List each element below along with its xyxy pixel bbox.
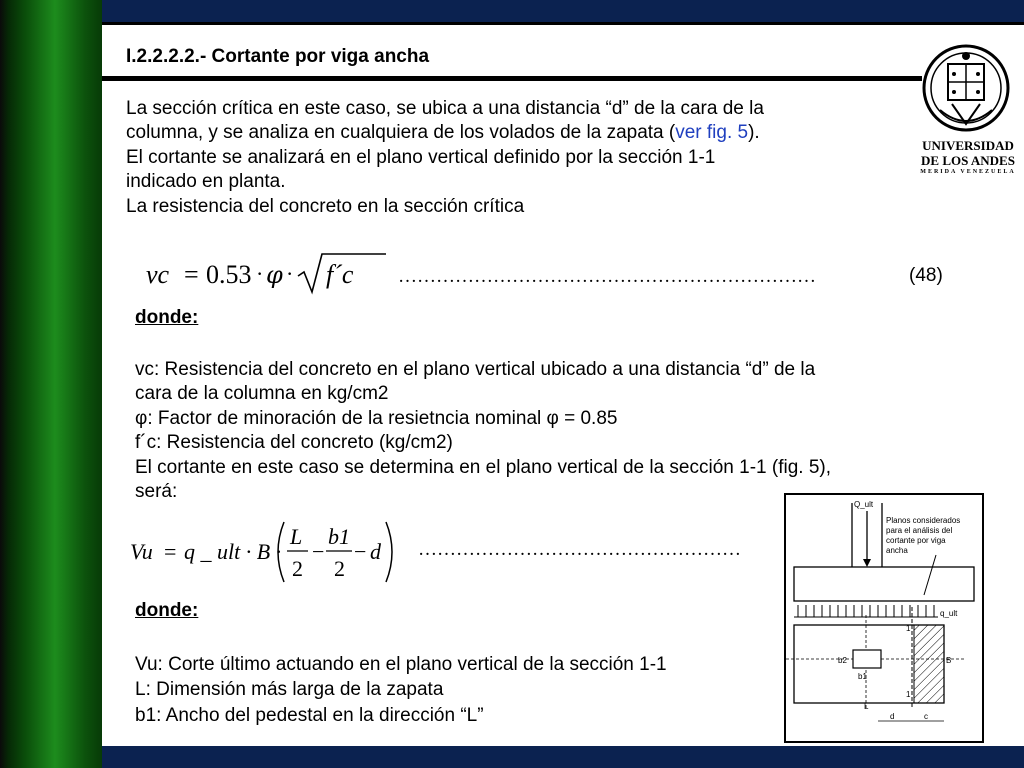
fig-note-3: cortante por viga: [886, 536, 946, 545]
fig-b2: b2: [838, 656, 847, 665]
eq48-coef: 0.53: [206, 260, 252, 289]
eq48-dots: …………………………………………………………: [398, 266, 816, 287]
fig-note-2: para el análisis del: [886, 526, 953, 535]
vu-dots: ……………………………………………: [418, 539, 741, 560]
def2-b1: b1: Ancho del pedestal en la dirección “L”: [135, 704, 484, 726]
fig-section-top: 1: [906, 624, 911, 633]
left-decorative-bar: [0, 0, 102, 768]
fig-pressure-label: q_ult: [940, 609, 958, 618]
vu-minus-2: −: [354, 539, 367, 564]
intro-line-3: El cortante se analizará en el plano vertical definido por la sección 1-1: [126, 146, 716, 168]
donde-label-2: donde:: [135, 600, 199, 621]
eq48-eq: =: [184, 260, 199, 289]
fig-L: L: [864, 702, 869, 711]
equation-vu: [130, 518, 410, 586]
logo-line-2: DE LOS ANDES: [921, 153, 1015, 168]
logo-line-3: MERIDA VENEZUELA: [920, 169, 1016, 175]
title-rule: [102, 76, 922, 81]
bottom-band: [102, 746, 1024, 768]
intro-line-2: [126, 121, 916, 145]
def1-vc: vc: Resistencia del concreto en el plano vertical ubicado a una distancia “d” de la: [135, 359, 816, 380]
fig-B: B: [946, 656, 952, 665]
intro-line-4: indicado en planta.: [126, 171, 286, 193]
footing-diagram: [786, 495, 982, 741]
def2-L: L: Dimensión más larga de la zapata: [135, 679, 444, 701]
figure-5: [784, 493, 984, 743]
fig-d: d: [890, 712, 895, 721]
vu-lhs: Vu: [130, 539, 153, 564]
eq48-number: (48): [909, 265, 943, 286]
definitions-1: [135, 358, 975, 504]
def1-phi: φ: Factor de minoración de la resietncia nominal φ = 0.85: [135, 407, 618, 429]
fig-load-label: Q_ult: [854, 500, 874, 509]
def2-vu: Vu: Corte último actuando en el plano vertical de la sección 1-1: [135, 654, 667, 675]
equation-48: [146, 250, 386, 296]
def1-cortante: El cortante en este caso se determina en el plano vertical de la sección 1-1 (fig. 5),: [135, 456, 831, 478]
vu-d: d: [370, 539, 381, 564]
intro-line-5: La resistencia del concreto en la sección crítica: [126, 195, 525, 217]
top-divider: [102, 22, 1024, 25]
right-paren: [386, 522, 392, 582]
top-band: [102, 0, 1024, 22]
fig-section-bottom: 1: [906, 690, 911, 699]
eq48-dot-1: ·: [256, 261, 264, 286]
section-title: I.2.2.2.2.- Cortante por viga ancha: [126, 46, 430, 67]
vu-minus-1: −: [312, 539, 325, 564]
fig-b1: b1: [858, 672, 867, 681]
intro-line-2-post: ).: [748, 122, 760, 144]
eq48-lhs: vc: [146, 260, 170, 289]
eq48-fc: f´c: [326, 260, 354, 289]
intro-line-1: La sección crítica en este caso, se ubica a una distancia “d” de la cara de la: [126, 98, 764, 119]
vu-b1: b1: [328, 524, 350, 549]
vu-term: q _ ult · B ·: [184, 539, 282, 564]
logo-line-1: UNIVERSIDAD: [922, 138, 1014, 153]
vu-two-1: 2: [292, 556, 303, 581]
definitions-2: [135, 652, 667, 728]
fig-note: [886, 516, 963, 555]
def1-fc: f´c: Resistencia del concreto (kg/cm2): [135, 432, 453, 454]
fig5-link[interactable]: ver fig. 5: [675, 122, 749, 144]
vu-two-2: 2: [334, 556, 345, 581]
fig-c: c: [924, 712, 928, 721]
intro-paragraph: [126, 97, 916, 219]
def1-vc-cont: cara de la columna en kg/cm2: [135, 383, 389, 405]
pedestal-plan: [853, 650, 881, 668]
fig-note-4: ancha: [886, 546, 908, 555]
vu-L: L: [290, 524, 303, 549]
def1-sera: será:: [135, 481, 178, 503]
donde-label-1: donde:: [135, 307, 199, 328]
eq48-phi: φ: [266, 261, 283, 289]
intro-line-2-pre: columna, y se analiza en cualquiera de los volados de la zapata (: [126, 122, 676, 144]
university-logo: [918, 40, 1018, 182]
fig-note-1: Planos considerados: [886, 516, 961, 525]
eq48-dot-2: ·: [286, 261, 294, 286]
vu-eq: =: [164, 539, 177, 564]
